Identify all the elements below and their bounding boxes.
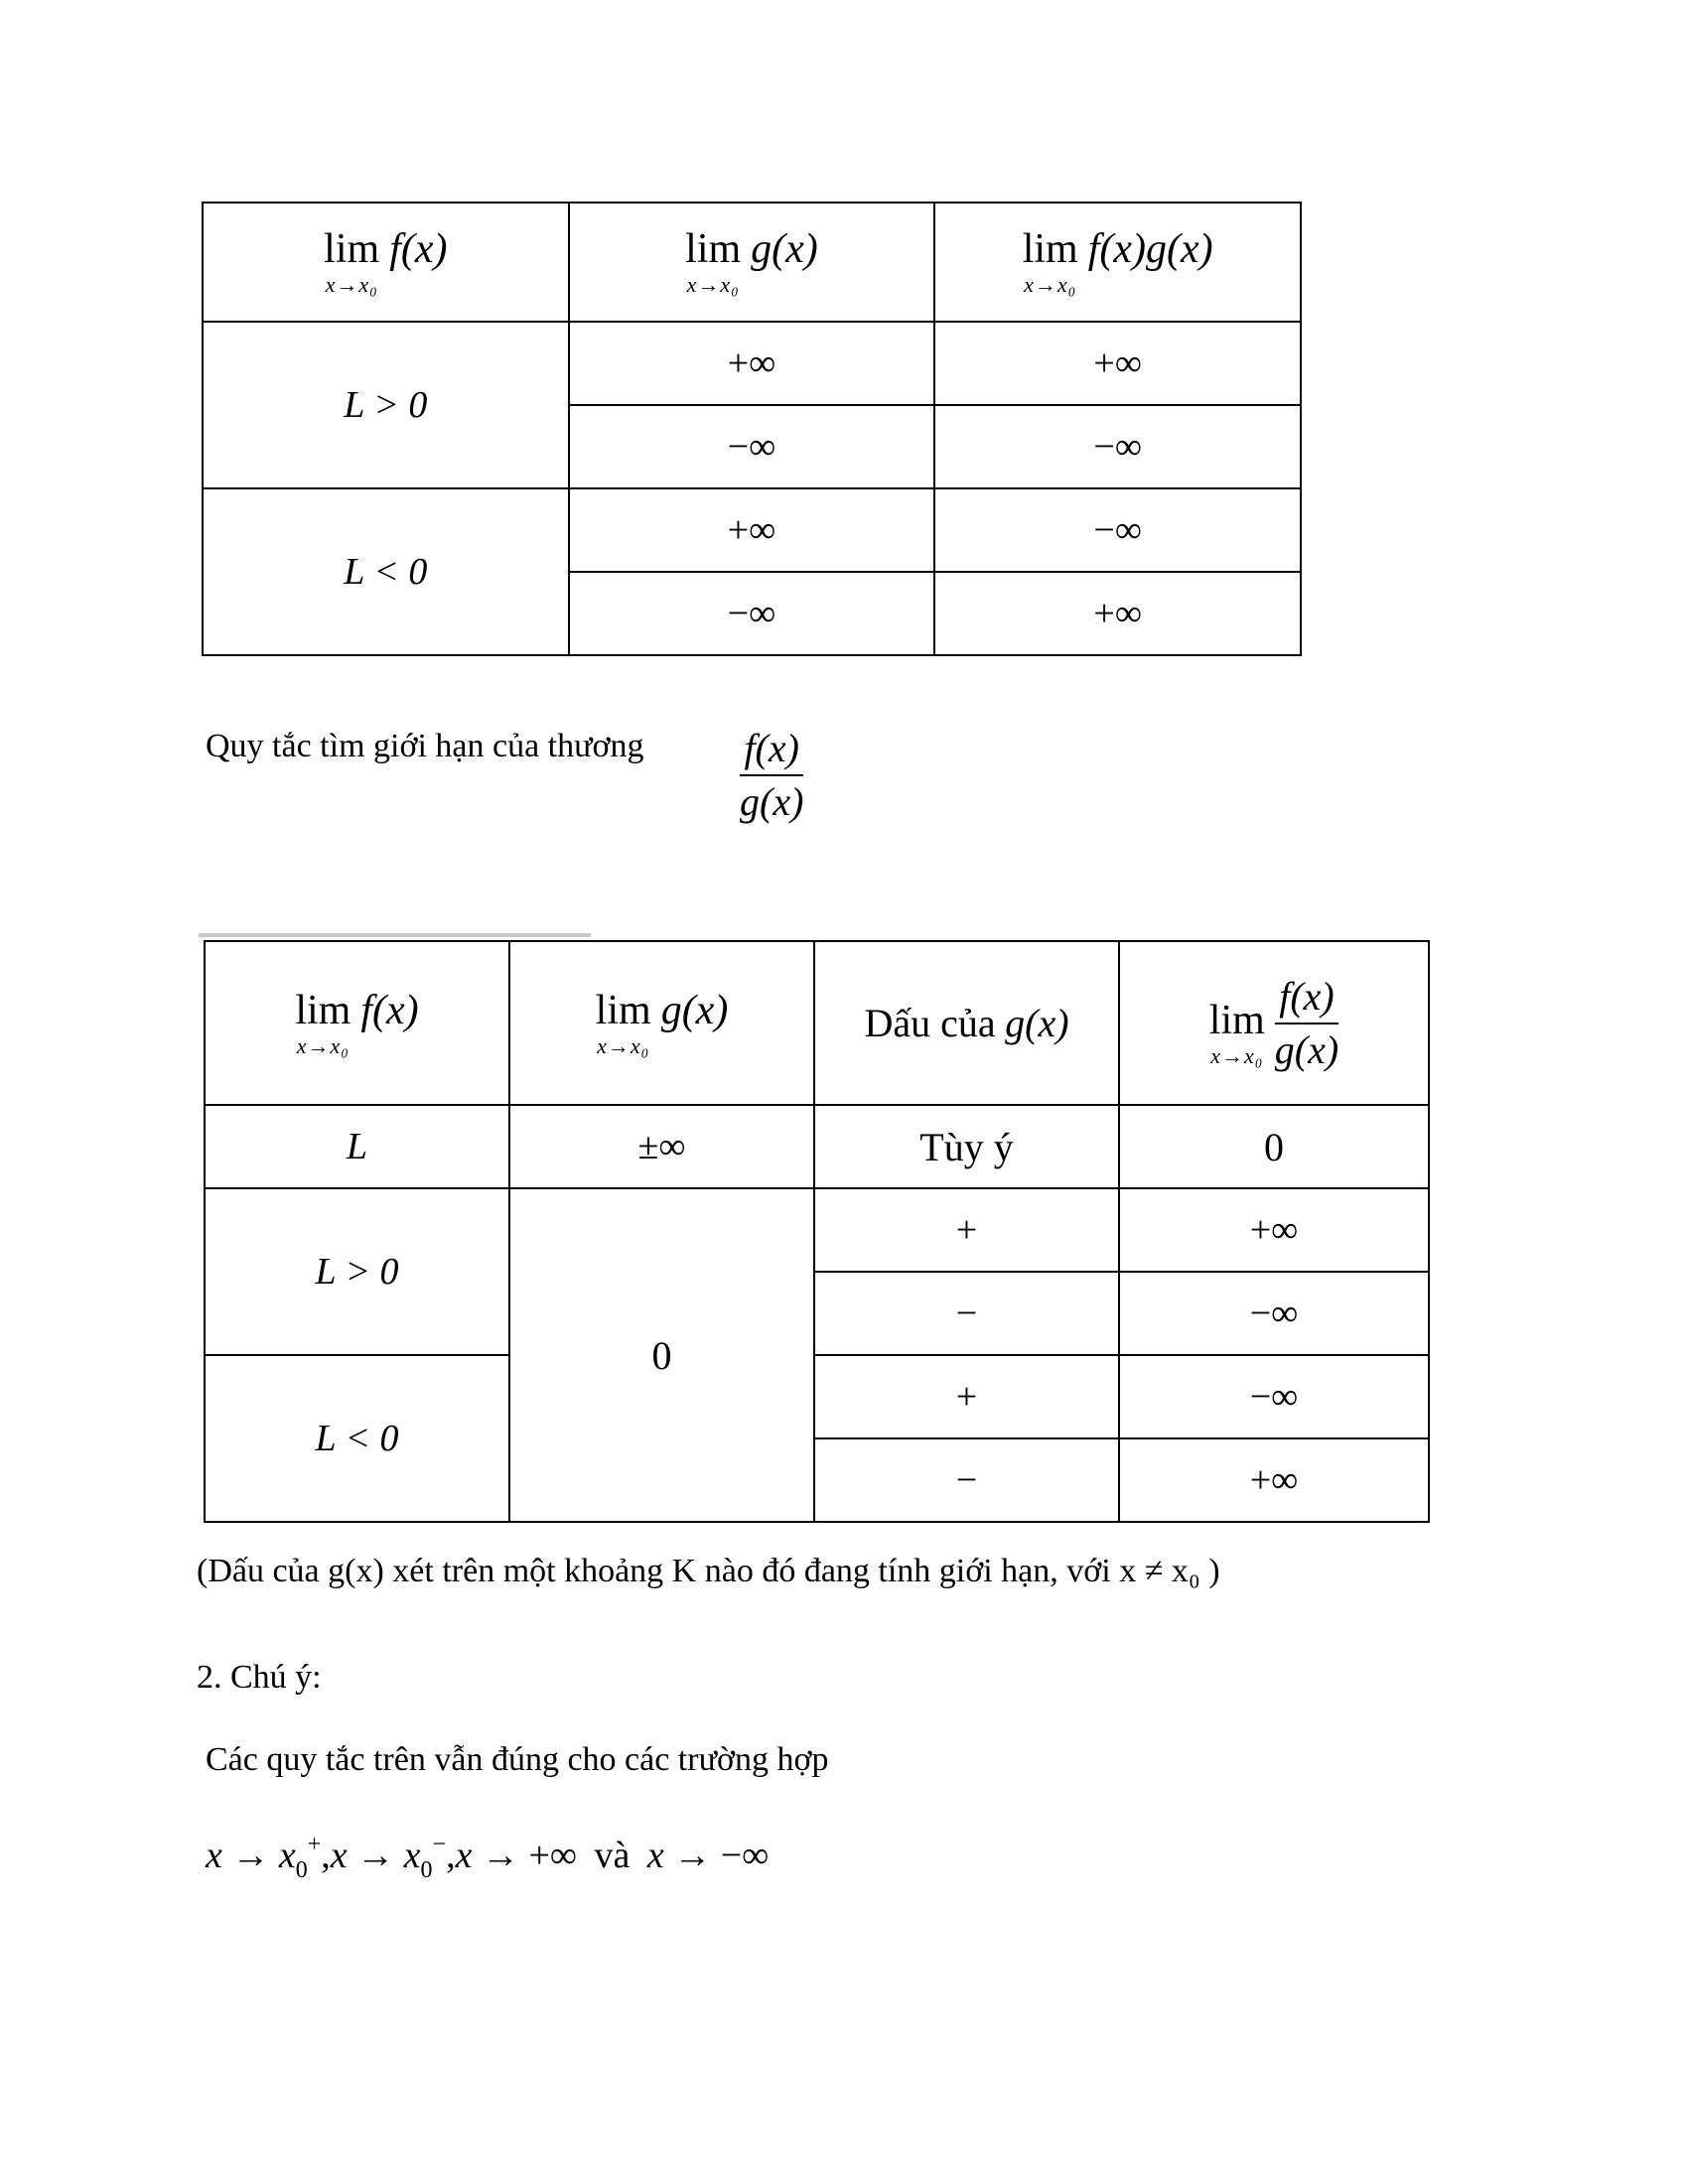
lim-subscript: x→x₀ <box>1210 1042 1264 1068</box>
cell-fg: −∞ <box>934 405 1301 488</box>
cell-result: +∞ <box>1119 1188 1429 1272</box>
table-row <box>205 1188 1429 1272</box>
table-header-row <box>205 941 1429 1105</box>
cell-result: +∞ <box>1119 1438 1429 1522</box>
header-lim-quotient <box>1119 941 1429 1105</box>
arrow: → <box>673 1835 712 1876</box>
table-row <box>205 1355 1429 1438</box>
header-lim-g <box>569 203 935 322</box>
var-x0: x <box>403 1835 421 1876</box>
cell-sign: − <box>814 1272 1119 1355</box>
sign-label: Dấu của <box>864 1001 996 1045</box>
var-x: x <box>330 1835 348 1876</box>
subscript-zero: 0 <box>295 1857 308 1883</box>
func-fg: f(x)g(x) <box>1087 226 1213 272</box>
quotient-rule-text: Quy tắc tìm giới hạn của thương <box>206 728 644 764</box>
limit-cases-formula <box>206 1832 769 1884</box>
arrow: → <box>356 1835 395 1876</box>
lim-subscript: x→x₀ <box>325 272 378 297</box>
arrow: → <box>481 1835 519 1876</box>
func-g: g(x) <box>660 987 729 1033</box>
lim-word: lim <box>1208 997 1265 1043</box>
cell-g: −∞ <box>569 405 935 488</box>
cell-sign: + <box>814 1188 1119 1272</box>
cell-L-positive: L > 0 <box>205 1188 509 1355</box>
func-f: f(x) <box>360 987 419 1033</box>
var-x: x <box>455 1835 473 1876</box>
lim-word: lim <box>595 987 651 1033</box>
lim-subscript: x→x₀ <box>686 272 740 297</box>
superscript-plus: + <box>307 1832 322 1857</box>
lim-word: lim <box>324 226 380 272</box>
func-g: g(x) <box>751 226 818 272</box>
cell-fg: −∞ <box>934 488 1301 572</box>
cell-fg: +∞ <box>934 322 1301 405</box>
fraction-numerator: f(x) <box>740 729 803 776</box>
cell-result: −∞ <box>1119 1355 1429 1438</box>
divider <box>199 933 591 937</box>
header-lim-f <box>203 203 569 322</box>
positive-infinity: +∞ <box>528 1835 577 1876</box>
table-row <box>203 488 1301 572</box>
cell-sign: − <box>814 1438 1119 1522</box>
comma: , <box>321 1835 331 1876</box>
lim-word: lim <box>1022 226 1078 272</box>
lim-subscript: x→x₀ <box>1024 272 1077 297</box>
lim-subscript: x→x₀ <box>296 1032 350 1058</box>
var-x: x <box>646 1835 664 1876</box>
cell-L-negative: L < 0 <box>205 1355 509 1522</box>
table-header-row <box>203 203 1301 322</box>
negative-infinity: −∞ <box>720 1835 770 1876</box>
cell-L: L <box>205 1105 509 1188</box>
header-sign-g <box>814 941 1119 1105</box>
lim-subscript: x→x₀ <box>597 1032 650 1058</box>
product-limit-table <box>202 202 1302 656</box>
fraction-numerator: f(x) <box>1275 977 1338 1024</box>
var-x0: x <box>278 1835 296 1876</box>
func-f: f(x) <box>389 226 448 272</box>
func-g: g(x) <box>1005 1001 1069 1045</box>
table-row <box>205 1105 1429 1188</box>
quotient-limit-table <box>204 940 1430 1523</box>
cell-fg: +∞ <box>934 572 1301 655</box>
cell-g: ±∞ <box>509 1105 814 1188</box>
header-lim-f <box>205 941 509 1105</box>
cell-g: +∞ <box>569 488 935 572</box>
cell-L-negative: L < 0 <box>203 488 569 655</box>
cell-g-zero: 0 <box>509 1188 814 1522</box>
sign-note: (Dấu của g(x) xét trên một khoảng K nào đó đang tính giới hạn, với x ≠ x₀ ) <box>197 1553 1220 1589</box>
cell-sign: + <box>814 1355 1119 1438</box>
cell-g: −∞ <box>569 572 935 655</box>
cell-g: +∞ <box>569 322 935 405</box>
var-x: x <box>206 1835 222 1876</box>
conjunction-and: và <box>594 1835 631 1876</box>
cell-sign: Tùy ý <box>814 1105 1119 1188</box>
header-lim-fg <box>934 203 1301 322</box>
comma: , <box>446 1835 456 1876</box>
fraction-denominator: g(x) <box>1274 1026 1339 1072</box>
superscript-minus: − <box>432 1832 447 1857</box>
subscript-zero: 0 <box>420 1857 433 1883</box>
fraction-denominator: g(x) <box>740 779 804 824</box>
lim-word: lim <box>295 987 352 1033</box>
arrow: → <box>231 1835 270 1876</box>
quotient-fraction <box>740 725 803 822</box>
lim-word: lim <box>685 226 742 272</box>
header-lim-g <box>509 941 814 1105</box>
cell-L-positive: L > 0 <box>203 322 569 488</box>
cell-result: −∞ <box>1119 1272 1429 1355</box>
section-heading: 2. Chú ý: <box>197 1659 322 1696</box>
table-row <box>203 322 1301 405</box>
cell-result: 0 <box>1119 1105 1429 1188</box>
rules-text: Các quy tắc trên vẫn đúng cho các trường hợp <box>206 1741 829 1778</box>
